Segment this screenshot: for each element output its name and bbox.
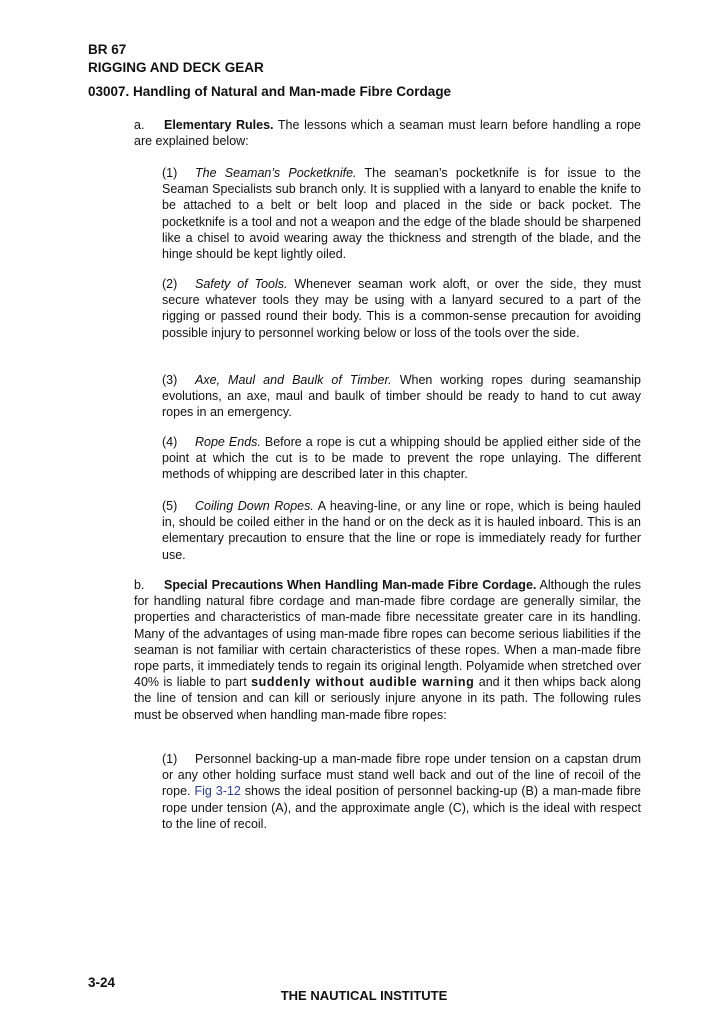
item-a4-text: Before a rope is cut a whipping should be applied either side of the point at which the cut is to be made to prevent the rope unlaying. The different methods of whipping are described later in this chapter. <box>162 435 641 482</box>
paragraph-b-warning: suddenly without audible warning <box>251 675 475 690</box>
footer-publisher: THE NAUTICAL INSTITUTE <box>280 988 448 1003</box>
item-a5 <box>162 498 641 563</box>
paragraph-a-label: a. <box>134 118 145 132</box>
page-number: 3-24 <box>88 975 116 990</box>
item-a2-title: Safety of Tools. <box>195 277 288 291</box>
item-b1 <box>162 751 641 832</box>
item-a1 <box>162 165 641 262</box>
item-a2 <box>162 276 641 341</box>
item-a5-number: (5) <box>162 499 178 513</box>
item-b1-text-2: shows the ideal position of personnel backing-up (B) a man-made fibre rope under tension (A), and the approximate angle (C), which is the ideal with respect to the line of recoil. <box>162 784 641 831</box>
item-a5-title: Coiling Down Ropes. <box>195 499 314 513</box>
paragraph-b-text-2: and it then whips back along the line of tension and can kill or seriously injure anyone in its path. The following rules must be observed when handling man-made fibre ropes: <box>134 675 642 722</box>
item-a2-number: (2) <box>162 277 178 291</box>
paragraph-b-text-1: Although the rules for handling natural fibre cordage and man-made fibre cordage are generally similar, the properties and characteristics of man-made fibre necessitate greater care in its handling. Many of the advantages of using man-made fibre ropes can become serious liabilities if the seaman is not familiar with certain characteristics of these ropes. When a man-made fibre rope parts, it immediately tends to regain its original length. Polyamide when stretched over 40% is liable to part <box>134 578 642 690</box>
paragraph-a-title: Elementary Rules. <box>164 118 274 132</box>
item-b1-text-1: Personnel backing-up a man-made fibre rope under tension on a capstan drum or any other holding surface must stand well back and out of the line of recoil of the rope. <box>162 752 641 799</box>
item-a4-title: Rope Ends. <box>195 435 261 449</box>
paragraph-a <box>134 117 641 149</box>
paragraph-b-title: Special Precautions When Handling Man-made Fibre Cordage. <box>164 578 537 592</box>
item-a4 <box>162 434 641 483</box>
item-a3-text: When working ropes during seamanship evolutions, an axe, maul and baulk of timber should be ready to hand to cut away ropes in an emergency. <box>162 373 641 420</box>
book-code: BR 67 <box>88 42 127 57</box>
item-a1-number: (1) <box>162 166 178 180</box>
item-b1-number: (1) <box>162 752 178 766</box>
paragraph-b <box>134 577 641 723</box>
item-a1-title: The Seaman’s Pocketknife. <box>195 166 357 180</box>
paragraph-b-label: b. <box>134 578 145 592</box>
item-a3-title: Axe, Maul and Baulk of Timber. <box>195 373 392 387</box>
book-title: RIGGING AND DECK GEAR <box>88 60 264 75</box>
item-a5-text: A heaving-line, or any line or rope, which is being hauled in, should be coiled either in the hand or on the deck as it is hauled inboard. This is an elementary precaution to ensure that the line or rope is immediately ready for further use. <box>162 499 641 562</box>
item-a3-number: (3) <box>162 373 178 387</box>
section-heading: 03007. Handling of Natural and Man-made Fibre Cordage <box>88 84 452 99</box>
item-a1-text: The seaman’s pocketknife is for issue to the Seaman Specialists sub branch only. It is supplied with a lanyard to enable the knife to be attached to a belt or belt loop and placed in the side or back pocket. The pocketknife is a tool and not a weapon and the edge of the blade should be sharpened like a chisel to avoid wearing away the thickness and strength of the blade, and the hinge should be kept lightly oiled. <box>162 166 642 262</box>
item-a3 <box>162 372 641 421</box>
paragraph-a-text: The lessons which a seaman must learn before handling a rope are explained below: <box>134 118 641 149</box>
figure-link[interactable]: Fig 3-12 <box>194 784 241 799</box>
item-a2-text: Whenever seaman work aloft, or over the side, they must secure whatever tools they may be using with a lanyard secured to a part of the rigging or passed round their body. This is a common-sense precaution for avoiding possible injury to personnel working below or loss of the tools over the side. <box>162 277 641 340</box>
item-a4-number: (4) <box>162 435 178 449</box>
